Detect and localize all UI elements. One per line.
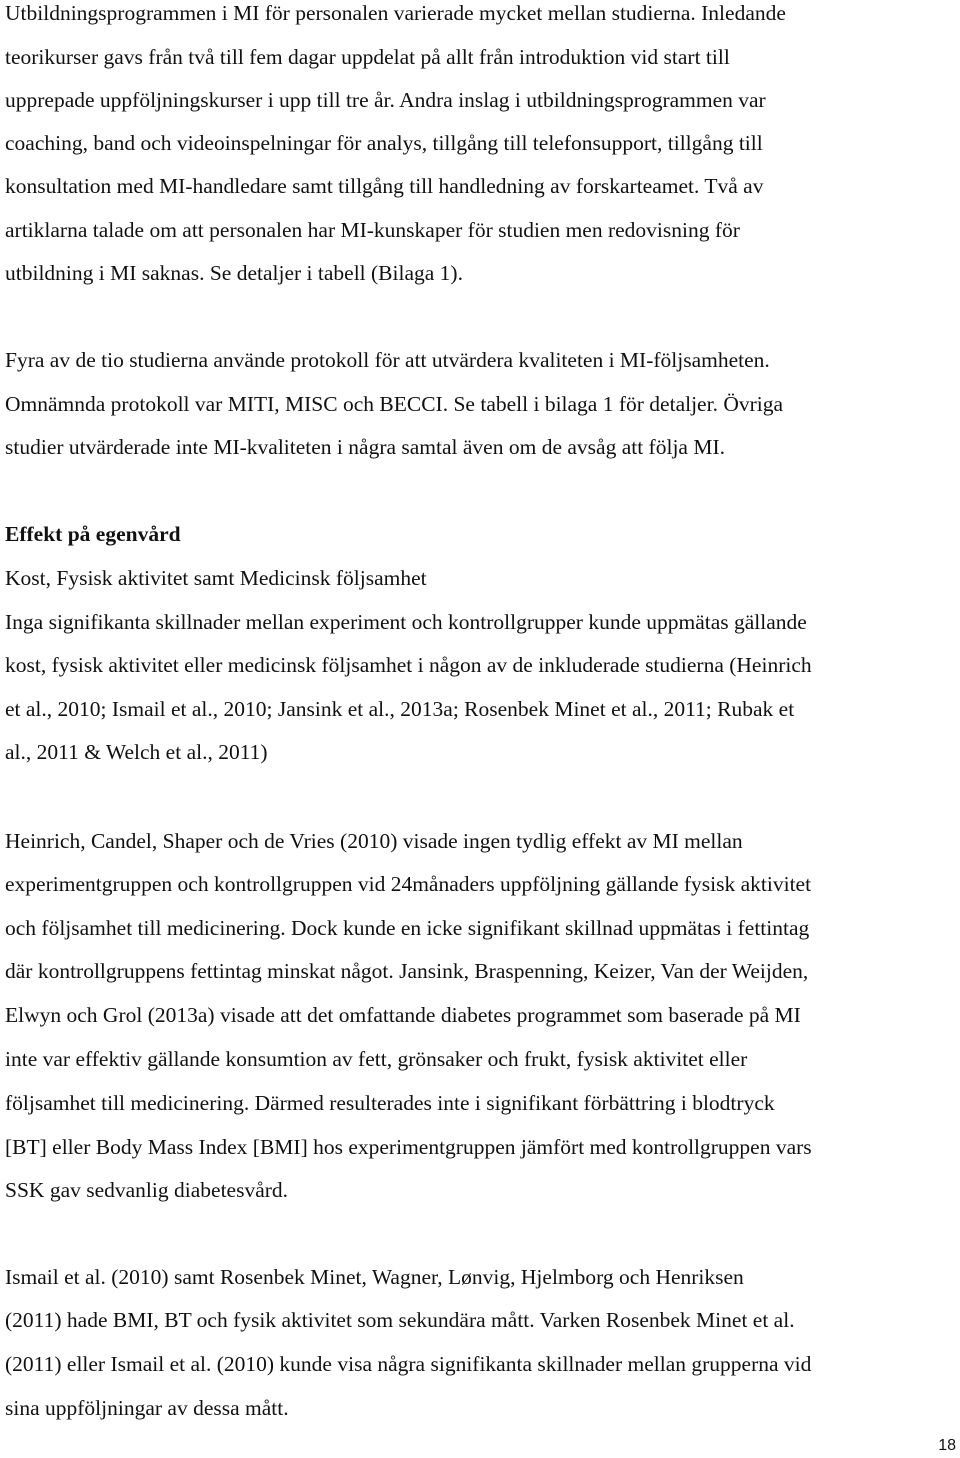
text-line: utbildning i MI saknas. Se detaljer i tabell (Bilaga 1).	[5, 261, 463, 285]
text-line: coaching, band och videoinspelningar för analys, tillgång till telefonsupport, tillgång till	[5, 131, 763, 155]
text-line: Ismail et al. (2010) samt Rosenbek Minet, Wagner, Lønvig, Hjelmborg och Henriksen	[5, 1265, 744, 1289]
text-line: upprepade uppföljningskurser i upp till tre år. Andra inslag i utbildningsprogrammen var	[5, 88, 766, 112]
text-line: (2011) hade BMI, BT och fysik aktivitet som sekundära mått. Varken Rosenbek Minet et al.	[5, 1308, 795, 1332]
text-line: al., 2011 & Welch et al., 2011)	[5, 740, 268, 764]
text-line: och följsamhet till medicinering. Dock kunde en icke signifikant skillnad uppmätas i fettintag	[5, 916, 810, 940]
text-line: SSK gav sedvanlig diabetesvård.	[5, 1178, 289, 1202]
text-line: inte var effektiv gällande konsumtion av fett, grönsaker och frukt, fysisk aktivitet eller	[5, 1047, 748, 1071]
text-line: där kontrollgruppens fettintag minskat något. Jansink, Braspenning, Keizer, Van der Weijden,	[5, 959, 809, 983]
text-line: teorikurser gavs från två till fem dagar uppdelat på allt från introduktion vid start till	[5, 45, 730, 69]
text-line: studier utvärderade inte MI-kvaliteten i några samtal även om de avsåg att följa MI.	[5, 435, 725, 459]
text-line: (2011) eller Ismail et al. (2010) kunde visa några signifikanta skillnader mellan grupperna vid	[5, 1352, 812, 1376]
text-line: följsamhet till medicinering. Därmed resulterades inte i signifikant förbättring i blodtryck	[5, 1091, 775, 1115]
section-heading: Effekt på egenvård	[5, 522, 181, 546]
subheading: Kost, Fysisk aktivitet samt Medicinsk följsamhet	[5, 566, 427, 590]
page-number: 18	[938, 1437, 956, 1454]
text-line: experimentgruppen och kontrollgruppen vid 24månaders uppföljning gällande fysisk aktivitet	[5, 872, 812, 896]
text-line: Fyra av de tio studierna använde protokoll för att utvärdera kvaliteten i MI-följsamheten.	[5, 348, 770, 372]
text-line: Inga signifikanta skillnader mellan experiment och kontrollgrupper kunde uppmätas gällande	[5, 610, 807, 634]
text-line: sina uppföljningar av dessa mått.	[5, 1396, 289, 1420]
text-line: Omnämnda protokoll var MITI, MISC och BECCI. Se tabell i bilaga 1 för detaljer. Övriga	[5, 392, 784, 416]
text-line: artiklarna talade om att personalen har MI-kunskaper för studien men redovisning för	[5, 218, 740, 242]
text-line: Utbildningsprogrammen i MI för personalen varierade mycket mellan studierna. Inledande	[5, 1, 786, 25]
text-line: Elwyn och Grol (2013a) visade att det omfattande diabetes programmet som baserade på MI	[5, 1003, 801, 1027]
text-line: [BT] eller Body Mass Index [BMI] hos experimentgruppen jämfört med kontrollgruppen vars	[5, 1135, 812, 1159]
text-line: konsultation med MI-handledare samt tillgång till handledning av forskarteamet. Två av	[5, 174, 764, 198]
text-line: kost, fysisk aktivitet eller medicinsk följsamhet i någon av de inkluderade studierna (Heinrich	[5, 653, 812, 677]
text-line: et al., 2010; Ismail et al., 2010; Jansink et al., 2013a; Rosenbek Minet et al., 2011; Rubak et	[5, 697, 795, 721]
text-line: Heinrich, Candel, Shaper och de Vries (2010) visade ingen tydlig effekt av MI mellan	[5, 829, 743, 853]
